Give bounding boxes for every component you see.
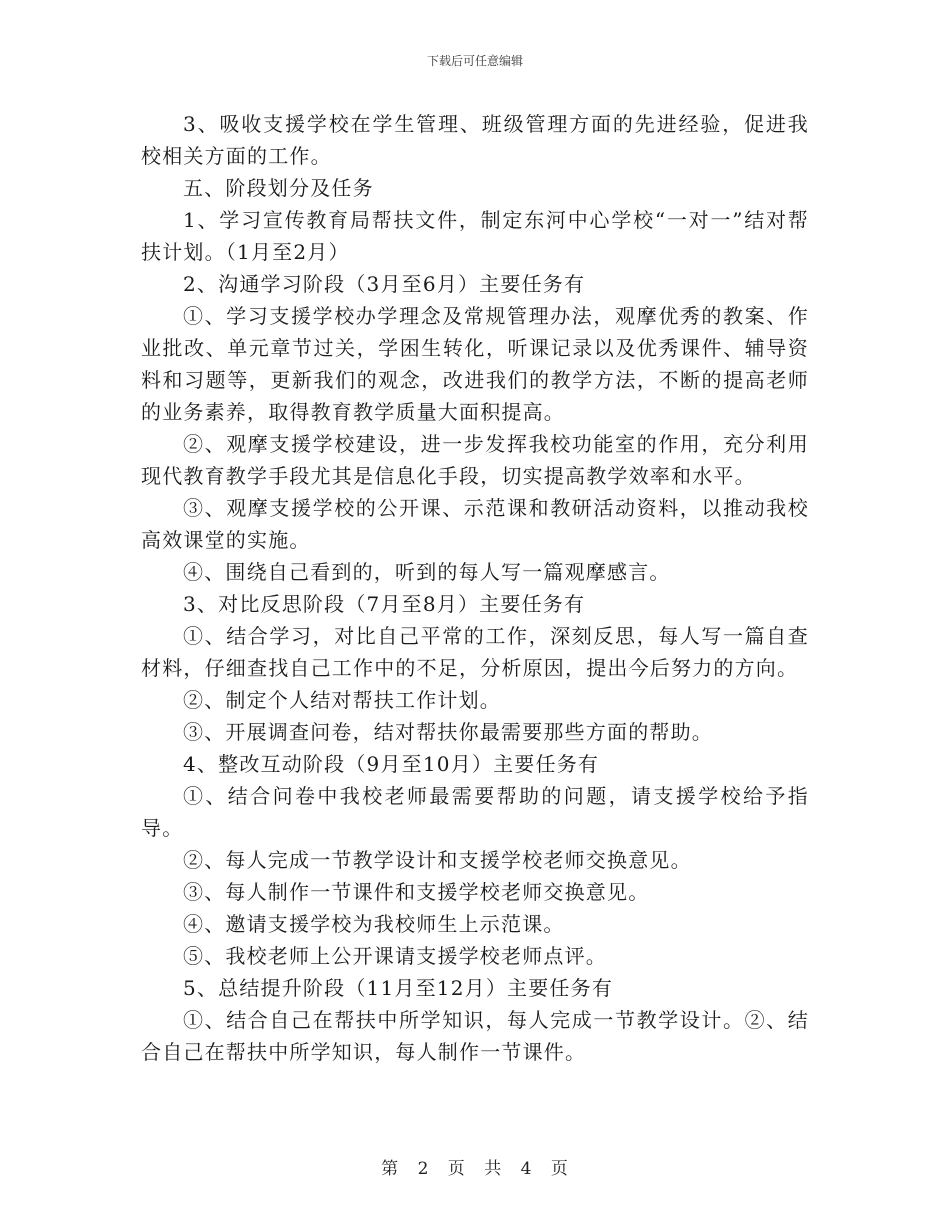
footer-page-word: 页 [447, 1159, 466, 1179]
footer-total-word: 共 [484, 1159, 503, 1179]
paragraph: ②、制定个人结对帮扶工作计划。 [183, 688, 501, 712]
paragraph: 4、整改互动阶段（9月至10月）主要任务有 [183, 752, 600, 776]
paragraph: 3、对比反思阶段（7月至8月）主要任务有 [183, 592, 586, 616]
paragraph: ③、观摩支援学校的公开课、示范课和教研活动资料，以推动我校高效课堂的实施。 [141, 496, 809, 552]
page-footer [0, 1154, 950, 1179]
paragraph: ②、观摩支援学校建设，进一步发挥我校功能室的作用，充分利用现代教育教学手段尤其是信息化手段，切实提高教学效率和水平。 [141, 432, 809, 488]
page-header: 下载后可任意编辑 [426, 54, 523, 68]
paragraph: ②、每人完成一节教学设计和支援学校老师交换意见。 [183, 848, 692, 872]
footer-prefix: 第 [381, 1159, 400, 1179]
total-page-number: 4 [520, 1159, 533, 1179]
paragraph: ①、学习支援学校办学理念及常规管理办法，观摩优秀的教案、作业批改、单元章节过关，学困生转化，听课记录以及优秀课件、辅导资料和习题等，更新我们的观念，改进我们的教学方法，不断的提高老师的业务素养，取得教育教学质量大面积提高。 [141, 304, 809, 424]
paragraph: ①、结合问卷中我校老师最需要帮助的问题，请支援学校给予指导。 [141, 784, 809, 840]
current-page-number: 2 [417, 1159, 430, 1179]
paragraph: ④、邀请支援学校为我校师生上示范课。 [183, 912, 565, 936]
paragraph: ⑤、我校老师上公开课请支援学校老师点评。 [183, 944, 607, 968]
paragraph: ①、结合自己在帮扶中所学知识，每人完成一节教学设计。②、结合自己在帮扶中所学知识，每人制作一节课件。 [141, 1008, 809, 1064]
paragraph: 2、沟通学习阶段（3月至6月）主要任务有 [183, 272, 586, 296]
paragraph: 5、总结提升阶段（11月至12月）主要任务有 [183, 976, 614, 1000]
document-body [141, 108, 809, 1068]
section-heading: 五、阶段划分及任务 [183, 176, 374, 200]
paragraph: ①、结合学习，对比自己平常的工作，深刻反思，每人写一篇自查材料，仔细查找自己工作中的不足，分析原因，提出今后努力的方向。 [141, 624, 809, 680]
paragraph: ③、每人制作一节课件和支援学校老师交换意见。 [183, 880, 650, 904]
paragraph: ④、围绕自己看到的，听到的每人写一篇观摩感言。 [183, 560, 671, 584]
paragraph: ③、开展调查问卷，结对帮扶你最需要那些方面的帮助。 [183, 720, 713, 744]
paragraph: 1、学习宣传教育局帮扶文件，制定东河中心学校“一对一”结对帮扶计划。（1月至2月） [141, 208, 809, 264]
footer-suffix: 页 [550, 1159, 569, 1179]
paragraph: 3、吸收支援学校在学生管理、班级管理方面的先进经验，促进我校相关方面的工作。 [141, 112, 809, 168]
